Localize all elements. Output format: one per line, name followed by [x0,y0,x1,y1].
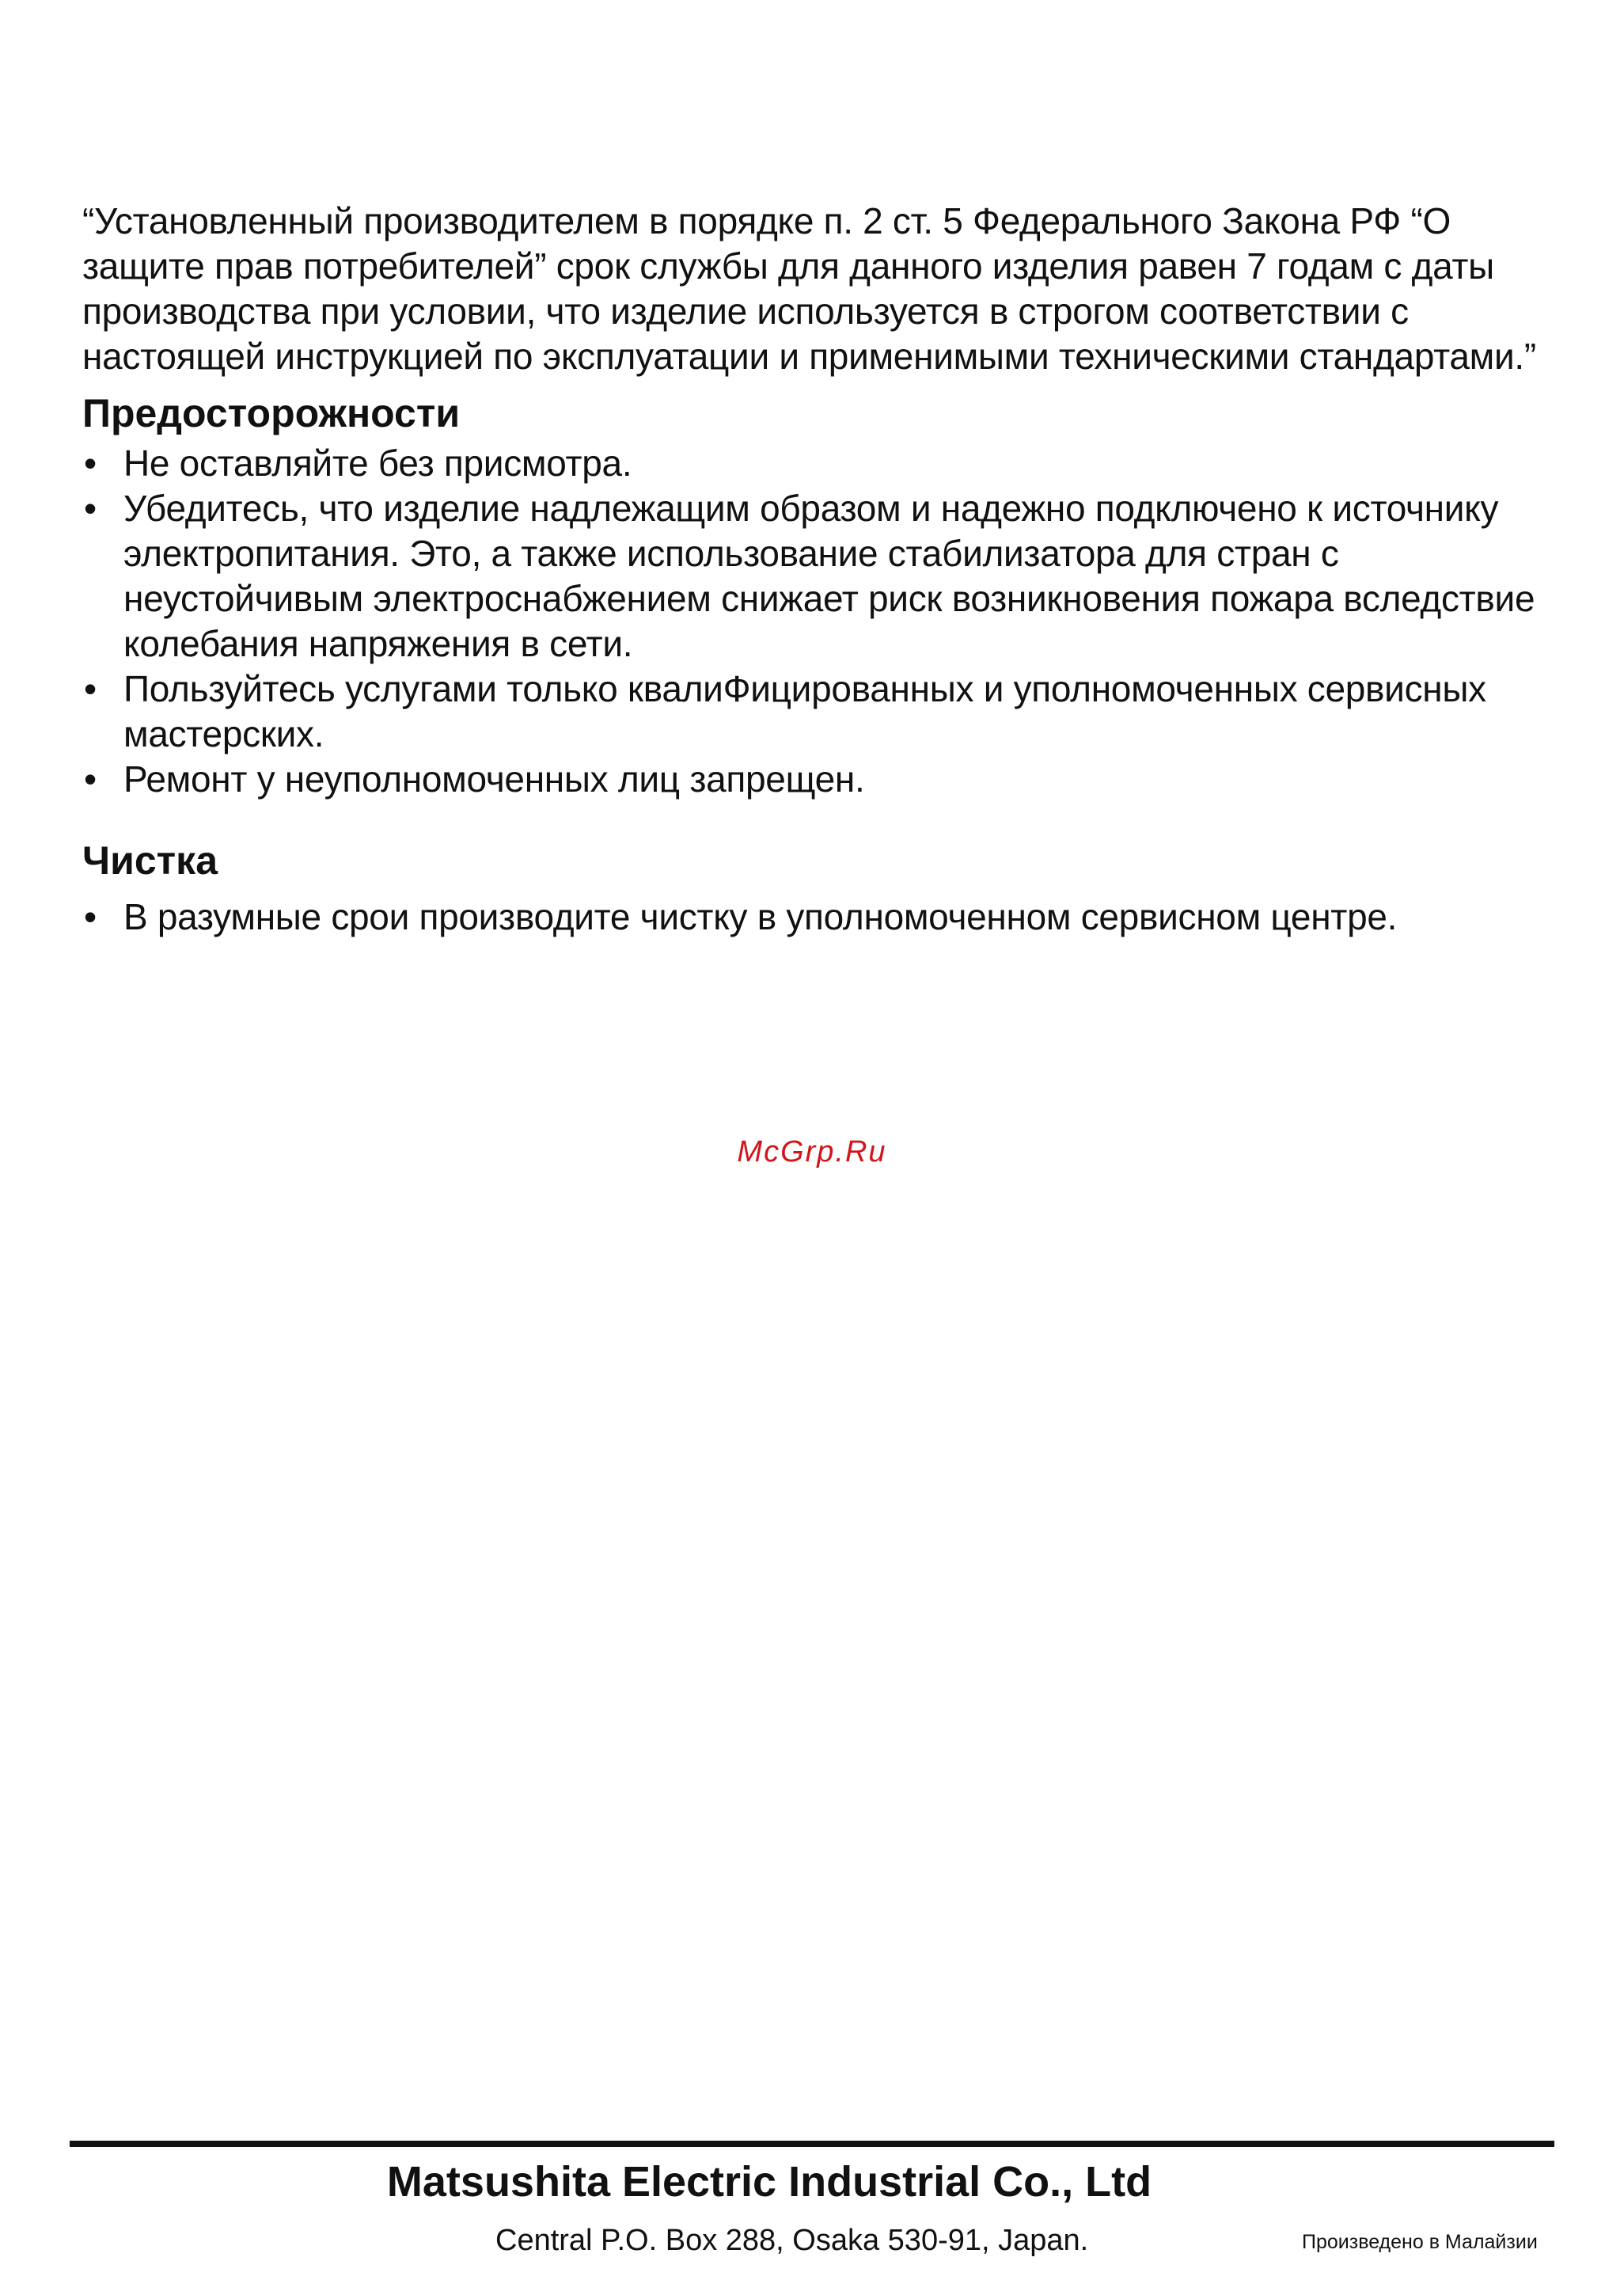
cleaning-heading: Чистка [82,838,218,883]
watermark: McGrp.Ru [737,1135,887,1168]
bullet-icon: • [84,758,97,800]
bullet-icon: • [84,488,97,529]
footer-divider [70,2141,1554,2147]
list-item [82,757,1570,802]
bullet-icon: • [84,443,97,484]
bullet-icon: • [84,668,97,709]
cleaning-list [82,895,1570,940]
list-item [82,441,1570,486]
list-item-text: В разумные срои производите чистку в уполномоченном сервисном центре. [123,896,1398,937]
list-item [82,667,1570,757]
list-item-text: Убедитесь, что изделие надлежащим образом и надежно подключено к источнику электропитания. Это, а также использование стабилизатора для стран с неустойчивым электроснабжением снижает риск возникновения пожара вследствие колебания напряжения в сети. [123,488,1535,664]
company-name: Matsushita Electric Industrial Co., Ltd [386,2158,1152,2206]
company-address: Central P.O. Box 288, Osaka 530-91, Japan. [495,2224,1089,2257]
precautions-list [82,441,1570,802]
precautions-heading: Предосторожности [82,391,461,435]
list-item-text: Пользуйтесь услугами только квалиФицированных и уполномоченных сервисных мастерских. [123,668,1486,754]
country-of-manufacture: Произведено в Малайзии [1302,2231,1538,2253]
bullet-icon: • [84,896,97,937]
list-item [82,486,1570,667]
intro-paragraph: “Установленный производителем в порядке п. 2 ст. 5 Федерального Закона РФ “О защите прав потребителей” срок службы для данного изделия равен 7 годам с даты производства при условии, что изделие используется в строгом соответствии с настоящей инструкцией по эксплуатации и применимыми техническими стандартами.” [82,200,1536,377]
list-item-text: Не оставляйте без присмотра. [123,443,632,484]
list-item [82,895,1570,940]
list-item-text: Ремонт у неуполномоченных лиц запрещен. [123,758,865,800]
